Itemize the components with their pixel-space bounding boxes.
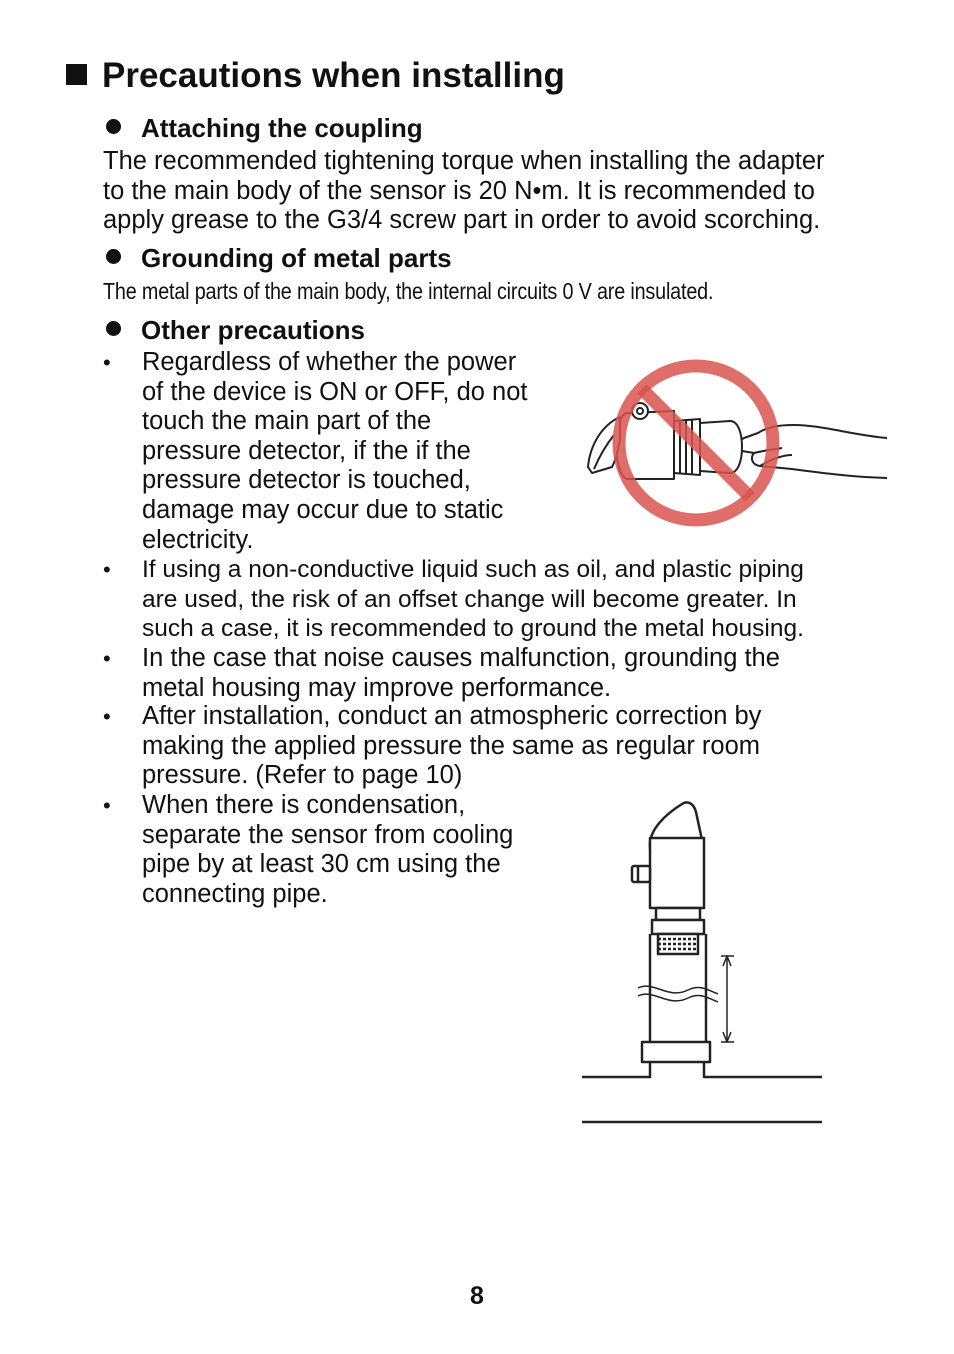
section-heading-other: Other precautions [106, 315, 365, 346]
circle-bullet-icon [106, 249, 121, 264]
page-number: 8 [470, 1282, 484, 1310]
bullet-icon: • [103, 793, 111, 818]
circle-bullet-icon [106, 119, 121, 134]
no-touch-sensor-figure [582, 355, 887, 530]
bullet-icon: • [103, 350, 111, 375]
condensation-mounting-figure [578, 800, 828, 1130]
square-bullet-icon [66, 64, 87, 85]
list-item [103, 644, 903, 704]
grounding-paragraph: The metal parts of the main body, the internal circuits 0 V are insulated. [103, 278, 714, 304]
list-item [103, 791, 563, 911]
list-item-text: When there is condensation, separate the sensor from cooling pipe by at least 30 cm using the connecting pipe. [142, 791, 514, 908]
list-item-text: After installation, conduct an atmospheric correction by making the applied pressure the same as regular room pressure. (Refer to page 10) [142, 702, 762, 790]
bullet-icon: • [103, 557, 111, 582]
coupling-paragraph: The recommended tightening torque when installing the adapter to the main body of the sensor is 20 N•m. It is recommended to apply grease to the G3/4 screw part in order to avoid scorching. [103, 147, 825, 235]
list-item-text: Regardless of whether the power of the device is ON or OFF, do not touch the main part of the pressure detector, if the if the pressure detector is touched, damage may occur due to static electricity. [142, 348, 528, 554]
bullet-icon: • [103, 646, 111, 671]
bullet-icon: • [103, 704, 111, 729]
section-heading-grounding: Grounding of metal parts [106, 243, 452, 274]
list-item [103, 702, 903, 792]
list-item [103, 555, 903, 645]
list-item [103, 348, 573, 558]
list-item-text: If using a non-conductive liquid such as oil, and plastic piping are used, the risk of an offset change will become greater. In such a case, it is recommended to ground the metal housing. [142, 556, 804, 643]
section-heading-coupling: Attaching the coupling [106, 113, 423, 144]
circle-bullet-icon [106, 321, 121, 336]
list-item-text: In the case that noise causes malfunction, grounding the metal housing may improve performance. [142, 644, 780, 702]
page-title [66, 56, 565, 96]
page-title-text: Precautions when installing [102, 56, 565, 95]
